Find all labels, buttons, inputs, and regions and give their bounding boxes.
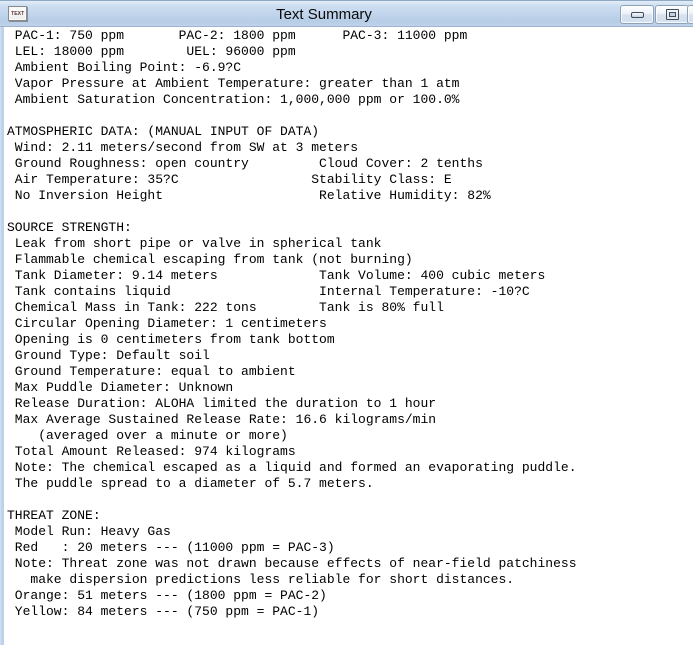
summary-line: Tank Diameter: 9.14 meters Tank Volume: 400 cubic meters xyxy=(7,268,546,283)
summary-line: Ground Temperature: equal to ambient xyxy=(7,364,296,379)
summary-line: Ambient Saturation Concentration: 1,000,000 ppm or 100.0% xyxy=(7,92,460,107)
summary-line: ATMOSPHERIC DATA: (MANUAL INPUT OF DATA) xyxy=(7,124,320,139)
minimize-button[interactable] xyxy=(620,5,654,24)
summary-line: Opening is 0 centimeters from tank bottom xyxy=(7,332,335,347)
summary-line: Model Run: Heavy Gas xyxy=(7,524,171,539)
summary-line: Max Puddle Diameter: Unknown xyxy=(7,380,234,395)
summary-line: Total Amount Released: 974 kilograms xyxy=(7,444,296,459)
summary-line: Max Average Sustained Release Rate: 16.6 kilograms/min xyxy=(7,412,437,427)
summary-line: Vapor Pressure at Ambient Temperature: greater than 1 atm xyxy=(7,76,460,91)
summary-line: Yellow: 84 meters --- (750 ppm = PAC-1) xyxy=(7,604,320,619)
summary-line: PAC-1: 750 ppm PAC-2: 1800 ppm PAC-3: 11000 ppm xyxy=(7,28,468,43)
summary-line: Note: Threat zone was not drawn because effects of near-field patchiness xyxy=(7,556,577,571)
summary-line xyxy=(7,492,693,508)
summary-line: Wind: 2.11 meters/second from SW at 3 meters xyxy=(7,140,359,155)
summary-line: The puddle spread to a diameter of 5.7 meters. xyxy=(7,476,374,491)
summary-line: Circular Opening Diameter: 1 centimeters xyxy=(7,316,327,331)
summary-text xyxy=(4,27,693,645)
summary-line: Ground Type: Default soil xyxy=(7,348,210,363)
summary-line: Leak from short pipe or valve in spherical tank xyxy=(7,236,382,251)
summary-line: SOURCE STRENGTH: xyxy=(7,220,132,235)
summary-line: Release Duration: ALOHA limited the duration to 1 hour xyxy=(7,396,437,411)
summary-line: Air Temperature: 35?C Stability Class: E xyxy=(7,172,452,187)
text-summary-content xyxy=(0,27,693,645)
summary-line: LEL: 18000 ppm UEL: 96000 ppm xyxy=(7,44,296,59)
minimize-icon xyxy=(631,12,644,18)
summary-line: make dispersion predictions less reliable for short distances. xyxy=(7,572,515,587)
summary-line: Red : 20 meters --- (11000 ppm = PAC-3) xyxy=(7,540,335,555)
summary-line: Tank contains liquid Internal Temperature: -10?C xyxy=(7,284,530,299)
window-title: Text Summary xyxy=(276,5,372,23)
summary-line: No Inversion Height Relative Humidity: 82% xyxy=(7,188,491,203)
summary-line: Orange: 51 meters --- (1800 ppm = PAC-2) xyxy=(7,588,327,603)
summary-line: Ground Roughness: open country Cloud Cover: 2 tenths xyxy=(7,156,483,171)
maximize-icon xyxy=(666,9,679,20)
maximize-button[interactable] xyxy=(655,5,689,24)
summary-line: (averaged over a minute or more) xyxy=(7,428,288,443)
summary-line: THREAT ZONE: xyxy=(7,508,101,523)
summary-line xyxy=(7,108,693,124)
titlebar[interactable] xyxy=(0,0,693,27)
close-button-partial[interactable] xyxy=(687,5,693,24)
text-document-icon[interactable] xyxy=(8,6,27,21)
summary-line: Chemical Mass in Tank: 222 tons Tank is 80% full xyxy=(7,300,444,315)
text-document-icon-label: TEXT xyxy=(10,10,25,17)
summary-line: Note: The chemical escaped as a liquid and formed an evaporating puddle. xyxy=(7,460,577,475)
summary-line: Ambient Boiling Point: -6.9?C xyxy=(7,60,242,75)
summary-line xyxy=(7,204,693,220)
summary-line: Flammable chemical escaping from tank (not burning) xyxy=(7,252,413,267)
